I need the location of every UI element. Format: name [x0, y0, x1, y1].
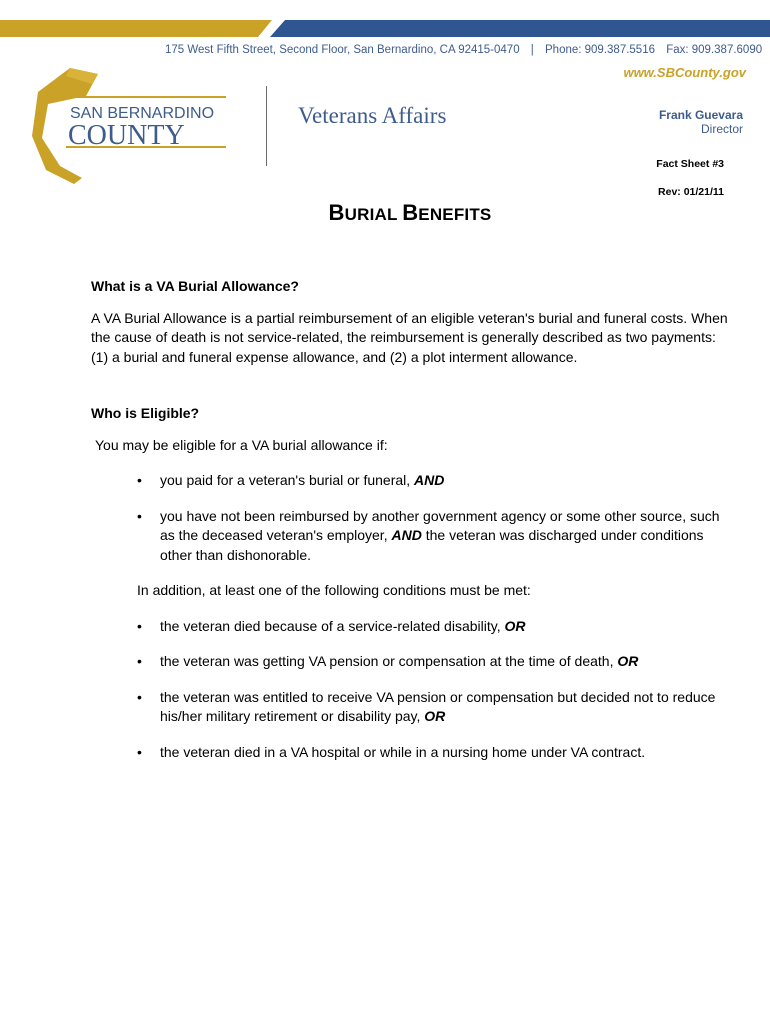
address-text: 175 West Fifth Street, Second Floor, San Bernardino, CA 92415-0470 [165, 44, 520, 56]
additional-conditions-intro: In addition, at least one of the following conditions must be met: [137, 582, 531, 598]
website-link[interactable]: www.SBCounty.gov [623, 65, 746, 80]
contact-line [165, 44, 763, 56]
title-initial-1: B [328, 200, 345, 225]
section2-intro: You may be eligible for a VA burial allowance if: [95, 436, 388, 453]
county-logo [30, 66, 240, 184]
bullet-icon: • [137, 617, 142, 634]
bullet-icon: • [137, 472, 142, 488]
bullet-icon: • [137, 688, 142, 705]
logo-text-line2: COUNTY [68, 120, 185, 151]
list-item: • the veteran was entitled to receive VA pension or compensation but decided not to reduce his/her military retirement or disability pay, OR [137, 688, 716, 724]
list-item: • the veteran was getting VA pension or compensation at the time of death, OR [137, 652, 731, 672]
fact-sheet-number: Fact Sheet #3 [656, 158, 724, 170]
bullet-icon: • [137, 653, 142, 669]
header-banner [0, 20, 770, 37]
phone-text: Phone: 909.387.5516 [545, 44, 655, 56]
title-initial-2: B [402, 200, 419, 225]
fax-text: Fax: 909.387.6090 [666, 44, 763, 56]
revision-date: Rev: 01/21/11 [658, 186, 724, 198]
bullet-icon: • [137, 743, 142, 760]
separator: | [530, 44, 534, 56]
eligibility-list [137, 471, 731, 762]
section1-paragraph: A VA Burial Allowance is a partial reimbursement of an eligible veteran's burial and funeral costs. When the cause of death is not service-related, the reimbursement is generally described as two payments: (1) a burial and funeral expense allowance, and (2) a plot interment allowance. [91, 309, 728, 365]
director-title: Director [700, 122, 743, 136]
document-title [0, 200, 770, 226]
list-item: • you have not been reimbursed by another government agency or some other source, such as the deceased veteran's employer, AND the veteran was discharged under conditions other than dishonorable. [137, 507, 720, 563]
department-name: Veterans Affairs [298, 103, 447, 128]
title-rest-1: URIAL [344, 205, 403, 224]
section1-heading: What is a VA Burial Allowance? [91, 278, 299, 294]
list-item: • you paid for a veteran's burial or funeral, AND [137, 471, 731, 491]
director-name: Frank Guevara [658, 108, 743, 122]
document-body [91, 277, 731, 762]
logo-text-line1: SAN BERNARDINO [70, 105, 215, 122]
list-item: • the veteran died because of a service-related disability, OR [137, 617, 731, 637]
section2-heading: Who is Eligible? [91, 405, 200, 421]
list-item: • the veteran died in a VA hospital or while in a nursing home under VA contract. [137, 743, 731, 763]
title-rest-2: ENEFITS [418, 205, 492, 224]
header-divider [266, 86, 267, 166]
bullet-icon: • [137, 507, 142, 524]
